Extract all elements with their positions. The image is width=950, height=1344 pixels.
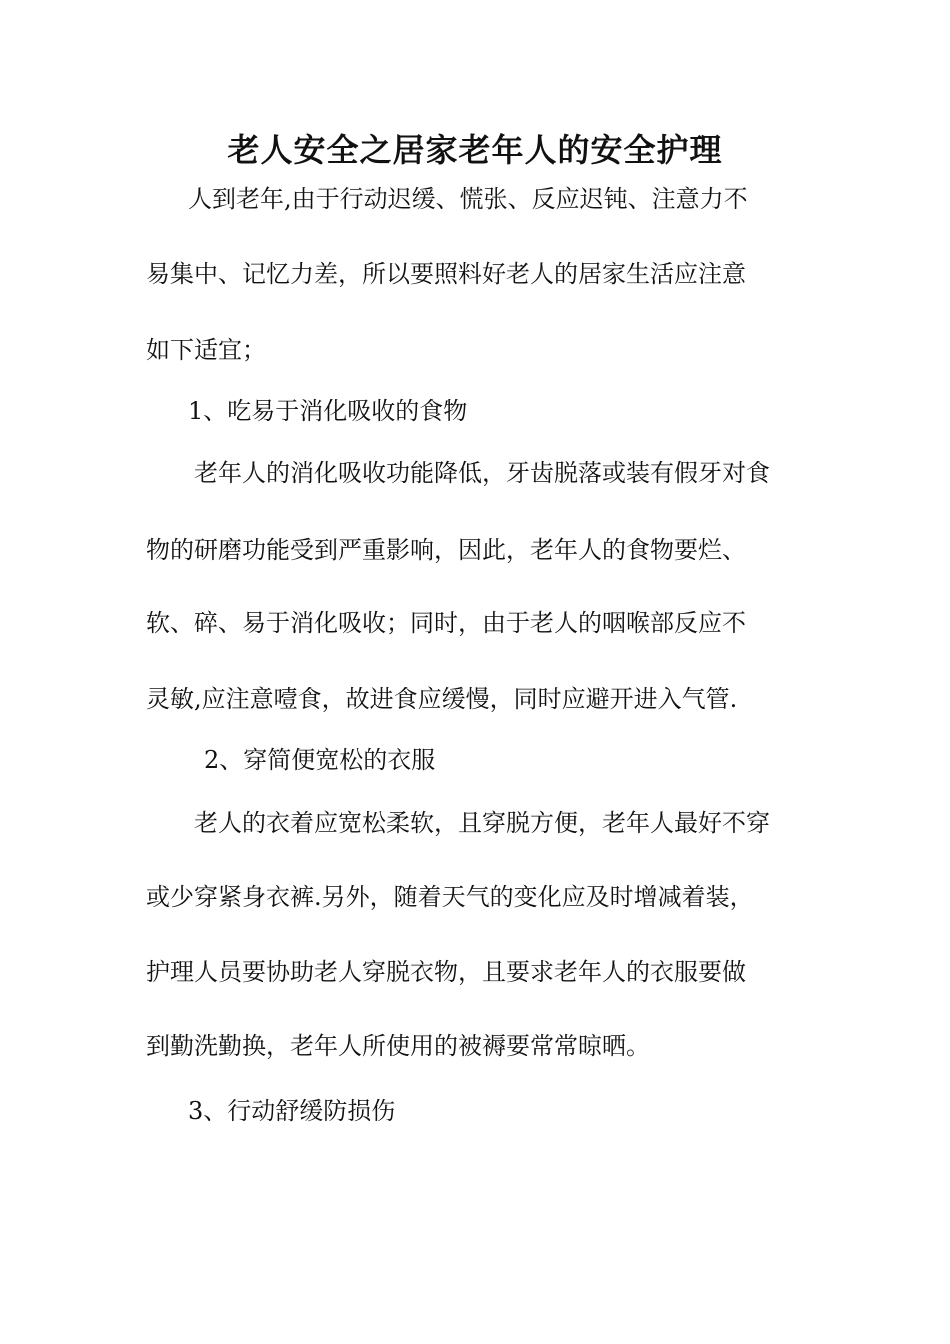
- paragraph-line: 护理人员要协助老人穿脱衣物，且要求老年人的衣服要做: [146, 958, 746, 986]
- paragraph-line: 灵敏,应注意噎食，故进食应缓慢，同时应避开进入气管.: [146, 685, 738, 713]
- paragraph-line: 到勤洗勤换，老年人所使用的被褥要常常晾晒。: [146, 1032, 650, 1060]
- paragraph-line: 物的研磨功能受到严重影响，因此，老年人的食物要烂、: [146, 536, 746, 564]
- paragraph-line: 或少穿紧身衣裤.另外，随着天气的变化应及时增减着装，: [146, 883, 754, 911]
- paragraph-line: 如下适宜；: [146, 336, 266, 364]
- paragraph-line: 软、碎、易于消化吸收；同时，由于老人的咽喉部反应不: [146, 609, 746, 637]
- paragraph-line: 易集中、记忆力差，所以要照料好老人的居家生活应注意: [146, 260, 746, 288]
- section-heading: 1、吃易于消化吸收的食物: [188, 397, 468, 425]
- document-title: 老人安全之居家老年人的安全护理: [227, 131, 723, 169]
- paragraph-line: 老人的衣着应宽松柔软，且穿脱方便，老年人最好不穿: [194, 809, 770, 837]
- paragraph-line: 老年人的消化吸收功能降低，牙齿脱落或装有假牙对食: [194, 459, 770, 487]
- paragraph-line: 人到老年,由于行动迟缓、慌张、反应迟钝、注意力不: [188, 185, 748, 213]
- section-heading: 3、行动舒缓防损伤: [188, 1097, 396, 1125]
- section-heading: 2、穿简便宽松的衣服: [204, 746, 436, 774]
